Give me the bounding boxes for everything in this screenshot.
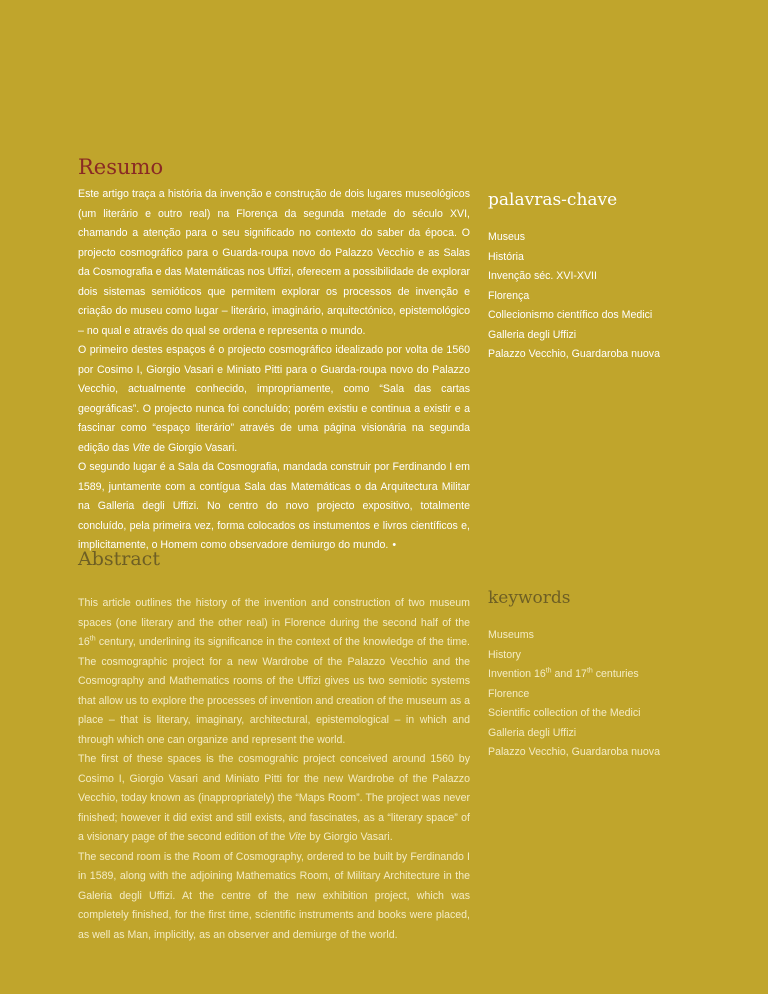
palavra-chave-item: Invenção séc. XVI-XVII xyxy=(488,270,597,282)
resumo-paragraph-3 xyxy=(78,458,470,556)
abstract-paragraph-2 xyxy=(78,750,470,848)
palavra-chave-item: História xyxy=(488,250,524,263)
keywords-heading: keywords xyxy=(488,588,571,608)
palavra-chave-item: Galleria degli Uffizi xyxy=(488,328,577,341)
abstract-p1-text-b: century, underlining its significance in the context of the knowledge of the time. The cosmographic project for a new Wardrobe of the Palazzo Vecchio and the Cosmography and Mathematics rooms of the Uffizi gives us two semiotic systems that allow us to explore the processes of invention and creation of the museum as a place – that is literary, imaginary, architectural, epistemological – in which and through which one can organize and represent the world. xyxy=(78,636,470,746)
resumo-heading: Resumo xyxy=(78,155,164,179)
abstract-p2-vite: Vite xyxy=(288,831,307,843)
keyword-sup-2: th xyxy=(586,667,593,675)
resumo-p2-text-b: de Giorgio Vasari. xyxy=(153,441,238,454)
keyword-invention-a: Invention 16 xyxy=(488,668,546,680)
keyword-item: Museums xyxy=(488,629,534,641)
palavras-chave-heading: palavras-chave xyxy=(488,190,618,210)
keyword-sup-1: th xyxy=(545,667,552,675)
resumo-paragraph-2 xyxy=(78,341,470,458)
keyword-item: Galleria degli Uffizi xyxy=(488,726,577,739)
keyword-item-invention xyxy=(488,665,660,685)
keywords-list xyxy=(488,626,660,763)
keyword-item: Florence xyxy=(488,687,530,700)
abstract-paragraph-3: The second room is the Room of Cosmography, ordered to be built by Ferdinando I in 1589, along with the adjoining Mathematics Room, of Military Architecture in the Galeria degli Uffizi. At the centre of the new exhibition project, which was completely finished, for the first time, scientific instruments and books were placed, as well as Man, implicitly, as an observer and demiurge of the world. xyxy=(78,850,470,941)
abstract-heading: Abstract xyxy=(78,548,160,570)
keyword-invention-b: and 17 xyxy=(554,668,587,680)
keyword-item: Palazzo Vecchio, Guardaroba nuova xyxy=(488,746,660,758)
abstract-p2-text-a: The first of these spaces is the cosmograhic project conceived around 1560 by Cosimo I, Giorgio Vasari and Miniato Pitti for the new Wardrobe of the Palazzo Vecchio, today known as (inappropriately) the “Maps Room”. The project was never finished; however it did exist and still exists, and fascinates, as a “literary space” of a visionary page of the second edition of the xyxy=(78,753,470,843)
resumo-p2-vite: Vite xyxy=(132,441,151,454)
abstract-p2-text-b: by Giorgio Vasari. xyxy=(309,831,393,843)
abstract-p1-sup: th xyxy=(89,635,96,643)
palavra-chave-item: Museus xyxy=(488,231,526,243)
palavras-chave-list xyxy=(488,228,660,365)
abstract-p1-text-a: This article outlines the history of the invention and construction of two museum spaces (one literary and the other real) in Florence during the second half of the 16 xyxy=(78,597,470,648)
keyword-item: Scientific collection of the Medici xyxy=(488,707,641,719)
palavra-chave-item: Palazzo Vecchio, Guardaroba nuova xyxy=(488,348,660,360)
abstract-text xyxy=(78,594,470,945)
abstract-paragraph-1 xyxy=(78,594,470,750)
palavra-chave-item: Collecionismo científico dos Medici xyxy=(488,309,653,321)
resumo-p3-text: O segundo lugar é a Sala da Cosmografia, mandada construir por Ferdinando I em 1589, juntamente com a contígua Sala das Matemáticas o da Arquitectura Militar na Galleria degli Uffizi. No centro do novo projecto expositivo, totalmente concluído, pela primeira vez, forma colocados os instumentos e livros científicos e, implicitamente, o Homem como observadore demiurgo do mundo. xyxy=(78,461,470,551)
end-bullet-icon: • xyxy=(392,539,397,551)
keyword-item: History xyxy=(488,648,521,661)
keyword-invention-c: centuries xyxy=(595,668,639,680)
resumo-p2-text-a: O primeiro destes espaços é o projecto cosmográfico idealizado por volta de 1560 por Cosimo I, Giorgio Vasari e Miniato Pitti para o Guarda-roupa novo do Palazzo Vecchio, actualmente conhecido, impropriamente, como “Sala das cartas geográficas”. O projecto nunca foi concluído; porém existiu e continua a existir e a fascinar como “espaço literário” através de uma página visionária na segunda edição das xyxy=(78,344,470,454)
resumo-paragraph-1: Este artigo traça a história da invenção e construção de dois lugares museológicos (um literário e outro real) na Florença da segunda metade do século XVI, chamando a atenção para o seu significado no contexto do saber da época. O projecto cosmográfico para o Guarda-roupa novo do Palazzo Vecchio e as Salas da Cosmografia e das Matemáticas nos Uffizi, oferecem a possibilidade de explorar dois sistemas semióticos que permitem explorar os processos de invenção e criação do museu como lugar – literário, imaginário, arquitectónico, epistemológico – no qual e através do qual se ordena e representa o mundo. xyxy=(78,188,470,337)
palavra-chave-item: Florença xyxy=(488,289,530,302)
resumo-text xyxy=(78,185,470,556)
